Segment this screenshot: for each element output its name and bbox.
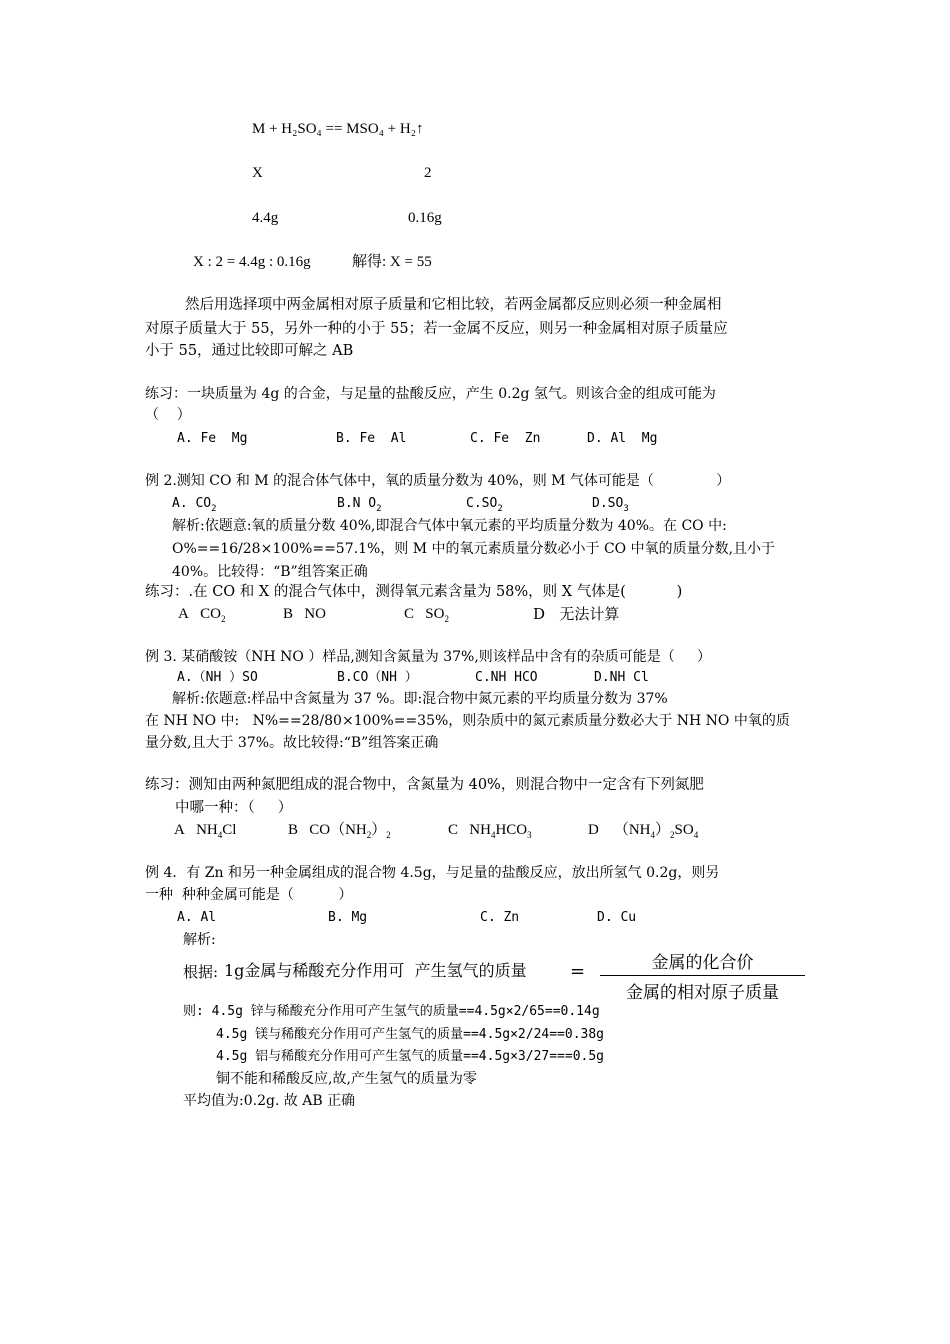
ex2-option-a: A. $CO_2$ (172, 496, 217, 514)
practice1-q-line1: 练习：一块质量为 4g 的合金，与足量的盐酸反应，产生 0.2g 氢气。则该合金的组成可能为 (145, 386, 716, 402)
practice1-q-line2: （ ） (145, 407, 191, 423)
ex2-analysis-line3: 40%。比较得：“B”组答案正确 (172, 564, 368, 580)
para1-line2: 对原子质量大于 55，另外一种的小于 55；若一金属不反应，则另一种金属相对原子质量应 (145, 321, 728, 337)
ex3-analysis-line2: 在 NH NO 中: N%==28/80×100%==35%，则杂质中的氮元素质量分数必大于 NH NO 中氧的质 (145, 713, 790, 729)
practice2-option-b: B NO (283, 606, 326, 622)
ex3-analysis-line1: 解析:依题意:样品中含氮量为 37 %。即:混合物中氮元素的平均质量分数为 37% (172, 691, 668, 707)
ex4-fraction (600, 948, 805, 1003)
practice2-option-d: D 无法计算 (533, 605, 620, 623)
ex4-fraction-numerator: 金属的化合价 (651, 953, 754, 973)
practice1-option-a: A. Fe Mg (177, 431, 248, 446)
reaction-row2-left: 4.4g (252, 210, 279, 226)
ex4-option-a: A. Al (177, 910, 217, 925)
para1-line1: 然后用选择项中两金属相对原子质量和它相比较，若两金属都反应则必须一种金属相 (185, 297, 722, 313)
practice3-option-a: A $NH_4Cl$ (174, 822, 237, 840)
ex4-question-line1: 例 4．有 Zn 和另一种金属组成的混合物 4.5g，与足量的盐酸反应，放出所氢气 0.2g，则另 (145, 865, 720, 881)
practice3-q-line1: 练习：测知由两种氮肥组成的混合物中，含氮量为 40%，则混合物中一定含有下列氮肥 (145, 777, 704, 793)
ex4-question-line2: 一种 种种金属可能是（ ） (145, 887, 353, 903)
practice1-option-d: D. Al Mg (587, 431, 658, 446)
ex4-basis-prefix: 根据: (183, 963, 219, 981)
reaction-solve: 解得: X = 55 (352, 254, 432, 270)
ex4-analysis-label: 解析: (183, 932, 216, 948)
ex4-calc-zinc: 则: 4.5g 锌与稀酸充分作用可产生氢气的质量==4.5g×2/65==0.14g (183, 1004, 600, 1019)
ex4-calc-aluminum: 4.5g 铝与稀酸充分作用可产生氢气的质量==4.5g×3/27===0.5g (216, 1049, 605, 1064)
practice1-option-c: C. Fe Zn (470, 431, 541, 446)
para1-line3: 小于 55，通过比较即可解之 AB (145, 343, 354, 359)
ex4-option-b: B. Mg (328, 910, 368, 925)
practice3-option-c: C $NH_4HCO_3$ (448, 822, 532, 840)
ex4-conclusion: 平均值为:0.2g. 故 AB 正确 (183, 1093, 356, 1109)
practice3-option-b: B $CO(NH_2)_2$ (288, 822, 391, 840)
ex4-fraction-denominator: 金属的相对原子质量 (626, 983, 779, 1003)
ex2-option-d: $D.SO_3$ (592, 496, 629, 514)
practice2-option-a: A $CO_2$ (178, 606, 226, 624)
ex2-option-c: $C.SO_2$ (466, 496, 503, 514)
ex2-analysis-line1: 解析:依题意:氧的质量分数 40%,即混合气体中氧元素的平均质量分数为 40%。在 CO 中: (172, 518, 727, 534)
ex4-calc-copper: 铜不能和稀酸反应,故,产生氢气的质量为零 (216, 1071, 477, 1087)
practice2-option-c: C $SO_2$ (404, 606, 449, 624)
practice2-question: 练习：.在 CO 和 X 的混合气体中，测得氧元素含量为 58%，则 X 气体是( ) (145, 584, 683, 600)
ex3-option-b: B.CO（NH ） (337, 670, 418, 685)
practice3-option-d: D $(NH_4)_2SO_4$ (588, 822, 699, 840)
reaction-row1-right: 2 (424, 165, 432, 181)
ex3-option-d: D.NH Cl (594, 670, 649, 685)
practice3-q-line2: 中哪一种：（ ） (175, 800, 293, 816)
ex2-analysis-line2: O%==16/28×100%==57.1%，则 M 中的氧元素质量分数必小于 CO 中氧的质量分数,且小于 (172, 541, 776, 557)
reaction-row1-left: X (252, 165, 263, 181)
ex2-question: 例 2.测知 CO 和 M 的混合体气体中，氧的质量分数为 40%，则 M 气体可能是（ ） (145, 473, 731, 489)
ex4-equals-sign: = (570, 961, 586, 982)
reaction-equation: M + H₂SO₄ == MSO₄ + H₂↑ (252, 121, 424, 137)
ex4-basis-text: 1g金属与稀酸充分作用可 产生氢气的质量 (224, 961, 527, 980)
ex4-option-d: D. Cu (597, 910, 637, 925)
practice1-option-b: B. Fe Al (336, 431, 407, 446)
ex3-option-a: A.（NH ）SO (177, 670, 258, 685)
ex4-calc-magnesium: 4.5g 镁与稀酸充分作用可产生氢气的质量==4.5g×2/24==0.38g (216, 1027, 605, 1042)
ex2-option-b: B.N $O_2$ (337, 496, 382, 514)
ex3-question: 例 3. 某硝酸铵（NH NO ）样品,测知含氮量为 37%,则该样品中含有的杂质可能是（ ） (145, 649, 712, 665)
ex4-option-c: C. Zn (480, 910, 520, 925)
ex3-option-c: C.NH HCO (475, 670, 538, 685)
reaction-ratio: X : 2 = 4.4g : 0.16g (193, 254, 311, 270)
reaction-row2-right: 0.16g (408, 210, 442, 226)
ex3-analysis-line3: 量分数,且大于 37%。故比较得:“B”组答案正确 (145, 735, 439, 751)
